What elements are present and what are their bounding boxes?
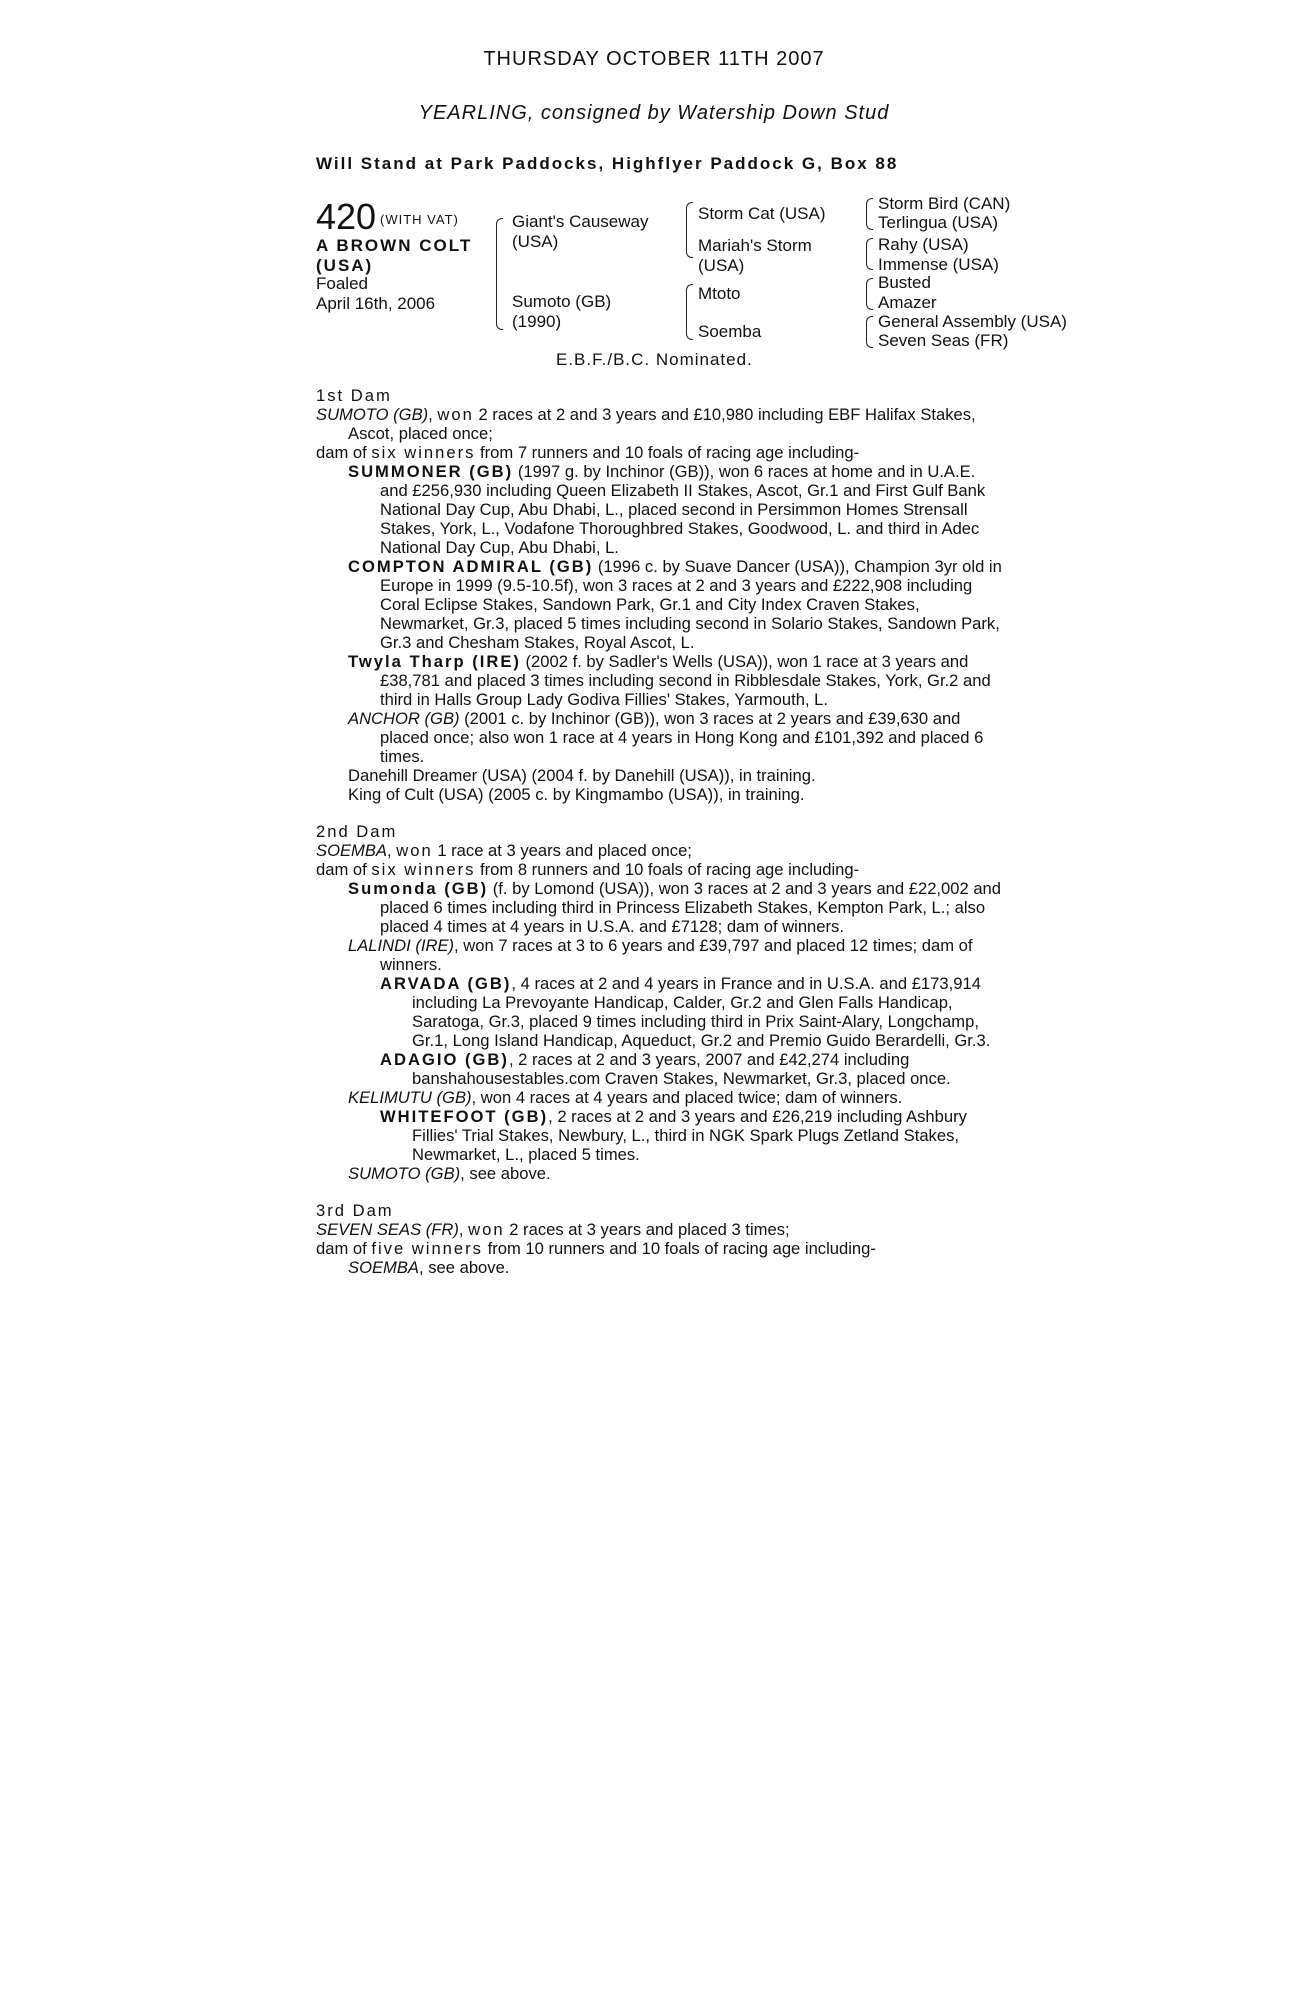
stand-location: Will Stand at Park Paddocks, Highflyer Paddock G, Box 88 xyxy=(316,154,899,173)
sale-date: THURSDAY OCTOBER 11TH 2007 xyxy=(483,48,825,70)
produce-text: , won 7 races at 3 to 6 years and £39,797 and placed 12 times; dam of winners. xyxy=(380,936,973,974)
winners-count: six winners xyxy=(371,443,476,462)
produce-name: SUMOTO (GB) xyxy=(348,1164,461,1183)
pedigree-brace-g3d xyxy=(866,316,873,348)
produce-entry xyxy=(316,1164,1006,1183)
ddd: Seven Seas (FR) xyxy=(878,331,1009,350)
produce-text: (f. by Lomond (USA)), won 3 races at 2 and 3 years and £22,002 and placed 6 times including third in Princess Elizabeth Stakes, Kempton Park, L.; also placed 4 times at 4 years in U.S.A. and £7128; dam of winners. xyxy=(380,879,1002,936)
first-dam-text: 2 races at 2 and 3 years and £10,980 including EBF Halifax Stakes, Ascot, placed once; xyxy=(348,405,976,443)
sdd: Immense (USA) xyxy=(878,255,999,274)
produce-entry xyxy=(316,557,1006,652)
produce-text: (2002 f. by Sadler's Wells (USA)), won 1 race at 3 years and £38,781 and placed 3 times including second in Ribblesdale Stakes, York, Gr.2 and third in Halls Group Lady Godiva Fillies' Stakes, Yarmouth, L. xyxy=(380,652,991,709)
second-dam-name: SOEMBA xyxy=(316,841,388,860)
produce-name: ANCHOR (GB) xyxy=(348,709,460,728)
foaled-label: Foaled xyxy=(316,274,368,293)
produce-entry xyxy=(316,879,1006,936)
produce-name: Sumonda (GB) xyxy=(348,879,489,898)
dam-of-text: dam of xyxy=(316,860,372,879)
produce-text: , see above. xyxy=(419,1258,510,1277)
sire-dam-country: (USA) xyxy=(698,256,745,275)
pedigree-brace-g3c xyxy=(866,278,873,310)
sire-country: (USA) xyxy=(512,232,559,251)
produce-text: , 4 races at 2 and 4 years in France and in U.S.A. and £173,914 including La Prevoyante Handicap, Calder, Gr.2 and Glen Falls Handicap, Saratoga, Gr.3, placed 9 times including third in Prix Saint-Alary, Longchamp, Gr.1, Long Island Handicap, Aqueduct, Gr.2 and Premio Guido Berardelli, Gr.3. xyxy=(412,974,991,1050)
grand-produce-entry xyxy=(316,1050,1006,1088)
second-dam-summary: SOEMBA, won 1 race at 3 years and placed once; xyxy=(316,841,692,860)
dam-name: Sumoto (GB) xyxy=(512,292,612,311)
produce-text: , 2 races at 2 and 3 years, 2007 and £42,274 including banshahousestables.com Craven Stakes, Newmarket, Gr.3, placed once. xyxy=(412,1050,951,1088)
runners-text: from 7 runners and 10 foals of racing age including- xyxy=(475,443,860,462)
runners-text: from 8 runners and 10 foals of racing age including- xyxy=(475,860,860,879)
sds: Rahy (USA) xyxy=(878,235,969,254)
third-dam-name: SEVEN SEAS (FR) xyxy=(316,1220,459,1239)
consignor-line: YEARLING, consigned by Watership Down Stud xyxy=(418,102,890,124)
produce-name: Twyla Tharp (IRE) xyxy=(348,652,521,671)
produce-text: , won 4 races at 4 years and placed twice; dam of winners. xyxy=(471,1088,903,1107)
colt-description: A BROWN COLT xyxy=(316,236,473,255)
first-dam-won: won xyxy=(437,405,474,424)
produce-text: (1996 c. by Suave Dancer (USA)), Champion 3yr old in Europe in 1999 (9.5-10.5f), won 3 races at 2 and 3 years and £222,908 including Coral Eclipse Stakes, Sandown Park, Gr.1 and City Index Craven Stakes, Newmarket, Gr.3, placed 5 times including second in Solario Stakes, Sandown Park, Gr.3 and Chesham Stakes, Royal Ascot, L. xyxy=(380,557,1002,652)
dds: General Assembly (USA) xyxy=(878,312,1067,331)
produce-name: SOEMBA xyxy=(348,1258,420,1277)
produce-name: COMPTON ADMIRAL (GB) xyxy=(348,557,594,576)
dam-dam: Soemba xyxy=(698,322,762,341)
first-dam-produce-line xyxy=(316,443,1006,462)
grand-produce-entry xyxy=(316,1107,1006,1164)
produce-name: ADAGIO (GB) xyxy=(380,1050,509,1069)
produce-entry xyxy=(316,709,1006,766)
ssd: Terlingua (USA) xyxy=(878,213,998,232)
produce-text: (2001 c. by Inchinor (GB)), won 3 races at 2 years and £39,630 and placed once; also won 1 race at 4 years in Hong Kong and £101,392 and placed 6 times. xyxy=(380,709,984,766)
second-dam-produce-line xyxy=(316,860,1006,879)
sire-dam: Mariah's Storm xyxy=(698,236,812,255)
colt-country: (USA) xyxy=(316,256,374,275)
third-dam-summary: SEVEN SEAS (FR), won 2 races at 3 years and placed 3 times; xyxy=(316,1220,790,1239)
runners-text: from 10 runners and 10 foals of racing age including- xyxy=(482,1239,876,1258)
third-dam-label: 3rd Dam xyxy=(316,1201,394,1220)
sire-sire: Storm Cat (USA) xyxy=(698,204,826,223)
produce-entry xyxy=(316,936,1006,974)
dsd: Amazer xyxy=(878,293,937,312)
produce-entry: Danehill Dreamer (USA) (2004 f. by Danehill (USA)), in training. xyxy=(348,766,816,785)
winners-count: five winners xyxy=(371,1239,483,1258)
produce-entry xyxy=(316,462,1006,557)
lot-number: 420 xyxy=(316,196,377,237)
produce-name: ARVADA (GB) xyxy=(380,974,512,993)
produce-name: LALINDI (IRE) xyxy=(348,936,455,955)
produce-entry xyxy=(316,1258,1006,1277)
grand-produce-entry xyxy=(316,974,1006,1050)
pedigree-brace-g3b xyxy=(866,238,873,270)
pedigree-brace-gen1 xyxy=(496,218,503,330)
dss: Busted xyxy=(878,273,931,292)
dam-of-text: dam of xyxy=(316,443,372,462)
sire-name: Giant's Causeway xyxy=(512,212,649,231)
pedigree-brace-dam xyxy=(686,284,693,340)
produce-entry xyxy=(316,1088,1006,1107)
third-dam-text: 2 races at 3 years and placed 3 times; xyxy=(504,1220,790,1239)
sss: Storm Bird (CAN) xyxy=(878,194,1011,213)
produce-text: (1997 g. by Inchinor (GB)), won 6 races at home and in U.A.E. and £256,930 including Queen Elizabeth II Stakes, Ascot, Gr.1 and First Gulf Bank National Day Cup, Abu Dhabi, L., placed second in Persimmon Homes Strensall Stakes, York, L., Vodafone Thoroughbred Stakes, Goodwood, L. and third in Adec National Day Cup, Abu Dhabi, L. xyxy=(380,462,986,557)
second-dam-won: won xyxy=(396,841,433,860)
dam-of-text: dam of xyxy=(316,1239,372,1258)
produce-name: KELIMUTU (GB) xyxy=(348,1088,472,1107)
produce-record xyxy=(316,386,1006,1277)
second-dam-label: 2nd Dam xyxy=(316,822,398,841)
pedigree-brace-sire xyxy=(686,202,693,258)
pedigree-brace-g3a xyxy=(866,198,873,230)
produce-text: , see above. xyxy=(460,1164,551,1183)
first-dam-summary: SUMOTO (GB), won 2 races at 2 and 3 years and £10,980 including EBF Halifax Stakes, Ascot, placed once; xyxy=(316,405,976,443)
foaled-date: April 16th, 2006 xyxy=(316,294,436,313)
produce-entry: King of Cult (USA) (2005 c. by Kingmambo (USA)), in training. xyxy=(348,785,805,804)
third-dam-produce-line xyxy=(316,1239,1006,1258)
produce-name: WHITEFOOT (GB) xyxy=(380,1107,549,1126)
dam-year: (1990) xyxy=(512,312,562,331)
produce-name: SUMMONER (GB) xyxy=(348,462,514,481)
nomination-note: E.B.F./B.C. Nominated. xyxy=(556,350,753,369)
produce-text: , 2 races at 2 and 3 years and £26,219 including Ashbury Fillies' Trial Stakes, Newbury, L., third in NGK Spark Plugs Zetland Stakes, Newmarket, L., placed 5 times. xyxy=(412,1107,967,1164)
second-dam-text: 1 race at 3 years and placed once; xyxy=(432,841,692,860)
winners-count: six winners xyxy=(371,860,476,879)
third-dam-won: won xyxy=(468,1220,505,1239)
vat-note: (WITH VAT) xyxy=(380,212,459,227)
produce-entry xyxy=(316,652,1006,709)
first-dam-name: SUMOTO (GB) xyxy=(316,405,429,424)
first-dam-label: 1st Dam xyxy=(316,386,392,405)
dam-sire: Mtoto xyxy=(698,284,741,303)
